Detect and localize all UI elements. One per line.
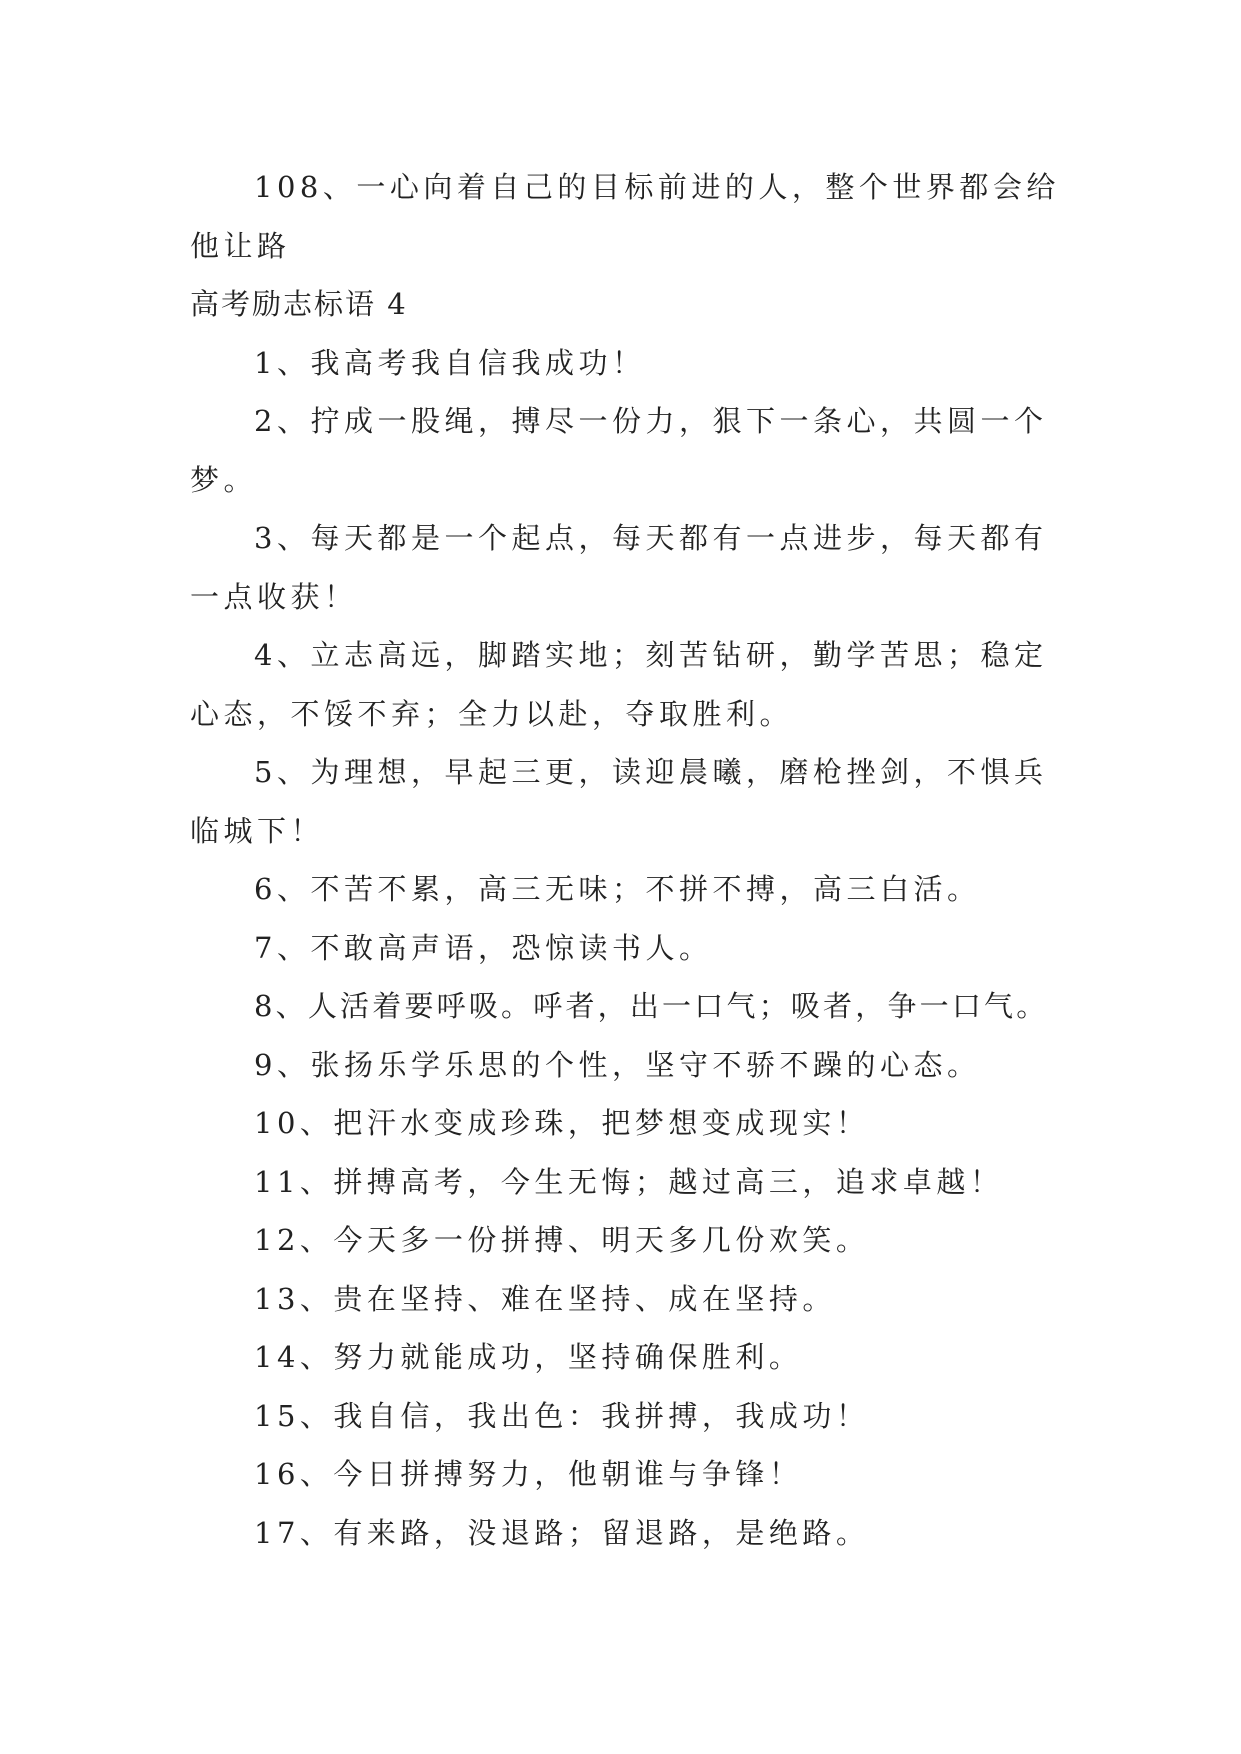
list-item: 4、立志高远，脚踏实地；刻苦钻研，勤学苦思；稳定心态，不馁不弃；全力以赴，夺取胜利。 [190, 638, 1048, 731]
list-item: 6、不苦不累，高三无味；不拼不搏，高三白活。 [254, 872, 981, 906]
list-item: 13、贵在坚持、难在坚持、成在坚持。 [254, 1281, 836, 1316]
list-item: 7、不敢高声语，恐惊读书人。 [254, 930, 713, 965]
list-item: 8、人活着要呼吸。呼者，出一口气；吸者，争一口气。 [254, 989, 1049, 1023]
section-heading: 高考励志标语 4 [190, 287, 408, 321]
list-item: 14、努力就能成功，坚持确保胜利。 [254, 1340, 803, 1374]
list-item: 10、把汗水变成珍珠，把梦想变成现实！ [254, 1106, 870, 1140]
list-item: 2、拧成一股绳，搏尽一份力，狠下一条心，共圆一个梦。 [190, 404, 1048, 497]
list-item: 16、今日拼搏努力，他朝谁与争锋！ [254, 1457, 803, 1491]
list-item: 12、今天多一份拼搏、明天多几份欢笑。 [254, 1223, 870, 1257]
list-item: 17、有来路，没退路；留退路，是绝路。 [254, 1515, 870, 1550]
paragraph-108: 108、一心向着自己的目标前进的人，整个世界都会给他让路 [190, 170, 1060, 263]
document-body [190, 158, 1060, 1562]
list-item: 5、为理想，早起三更，读迎晨曦，磨枪挫剑，不惧兵临城下！ [190, 755, 1048, 848]
list-item: 9、张扬乐学乐思的个性，坚守不骄不躁的心态。 [254, 1047, 981, 1082]
list-item: 15、我自信，我出色：我拼搏，我成功！ [254, 1398, 870, 1433]
list-item: 1、我高考我自信我成功！ [254, 345, 646, 380]
list-item: 11、拼搏高考，今生无悔；越过高三，追求卓越！ [254, 1164, 1004, 1199]
list-item: 3、每天都是一个起点，每天都有一点进步，每天都有一点收获！ [190, 521, 1048, 614]
